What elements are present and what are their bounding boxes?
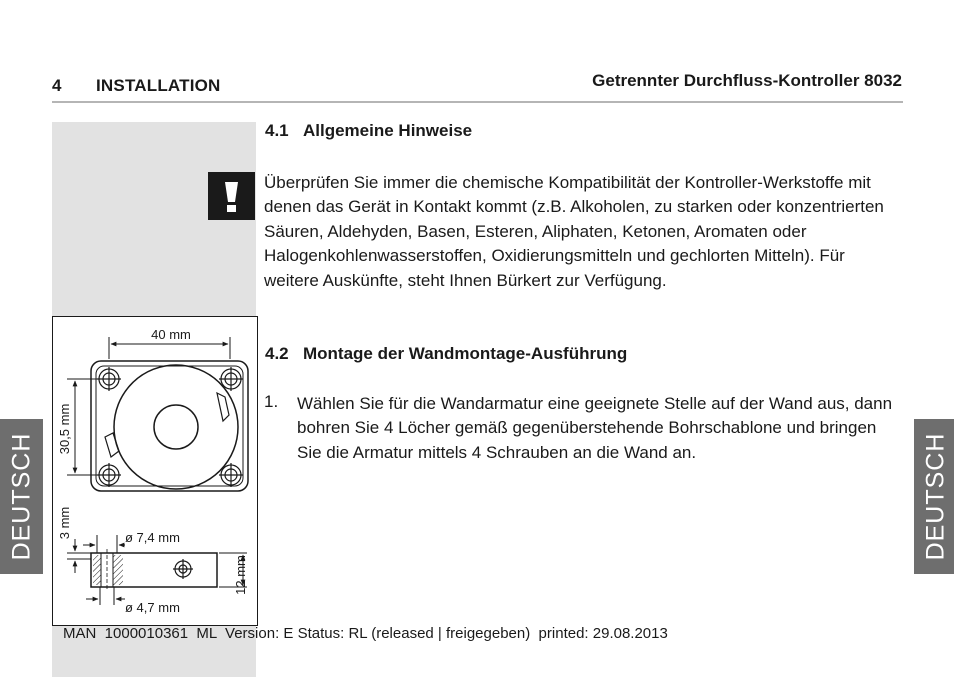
small-hole-dimension: ø 4,7 mm (125, 600, 180, 615)
language-tab-right (914, 419, 954, 574)
header-rule (52, 101, 903, 103)
section-number: 4 (52, 76, 62, 95)
heading-4-2 (265, 344, 627, 364)
width-dimension: 40 mm (151, 327, 191, 342)
height-dimension: 30,5 mm (57, 403, 72, 455)
step-text: Wählen Sie für die Wandarmatur eine geeignete Stelle auf der Wand aus, dann bohren Sie 4 Löcher gemäß gegenüberstehende Bohrschablone und bringen Sie die Armatur mittels 4 Schrauben an die Wand an. (297, 394, 893, 462)
document-title: Getrennter Durchfluss-Kontroller 8032 (592, 71, 902, 90)
footer-metadata: MAN 1000010361 ML Version: E Status: RL (released | freigegeben) printed: 29.08.2013 (63, 625, 668, 642)
drilling-template-figure (52, 316, 258, 626)
compatibility-paragraph: Überprüfen Sie immer die chemische Kompatibilität der Kontroller-Werkstoffe mit denen das Gerät in Kontakt kommt (z.B. Alkoholen, zu starken oder konzentrierten Säuren, Aldehyden, Basen, Esteren, Aliphaten, Ketonen, Aromaten oder Halogenkohlenwasserstoffen, Oxidierungsmitteln und gechlorten Mitteln). Für weitere Auskünfte, steht Ihnen Bürkert zur Verfügung. (264, 173, 884, 290)
heading-text: Montage der Wandmontage-Ausführung (303, 344, 628, 363)
heading-text: Allgemeine Hinweise (303, 121, 473, 140)
exclamation-icon (208, 172, 255, 220)
heading-number: 4.2 (265, 344, 289, 363)
warning-icon (208, 172, 255, 220)
language-tab-left (0, 419, 43, 574)
language-tab-label: DEUTSCH (7, 432, 35, 561)
drilling-template-drawing (53, 317, 259, 627)
step-number: 1. (264, 392, 279, 411)
heading-4-1 (265, 121, 472, 141)
large-hole-dimension: ø 7,4 mm (125, 530, 180, 545)
language-tab-label: DEUTSCH (921, 432, 949, 561)
thickness-dimension: 12 mm (233, 555, 248, 595)
section-title: INSTALLATION (96, 76, 221, 95)
heading-number: 4.1 (265, 121, 289, 140)
depth-dimension: 3 mm (57, 506, 72, 540)
